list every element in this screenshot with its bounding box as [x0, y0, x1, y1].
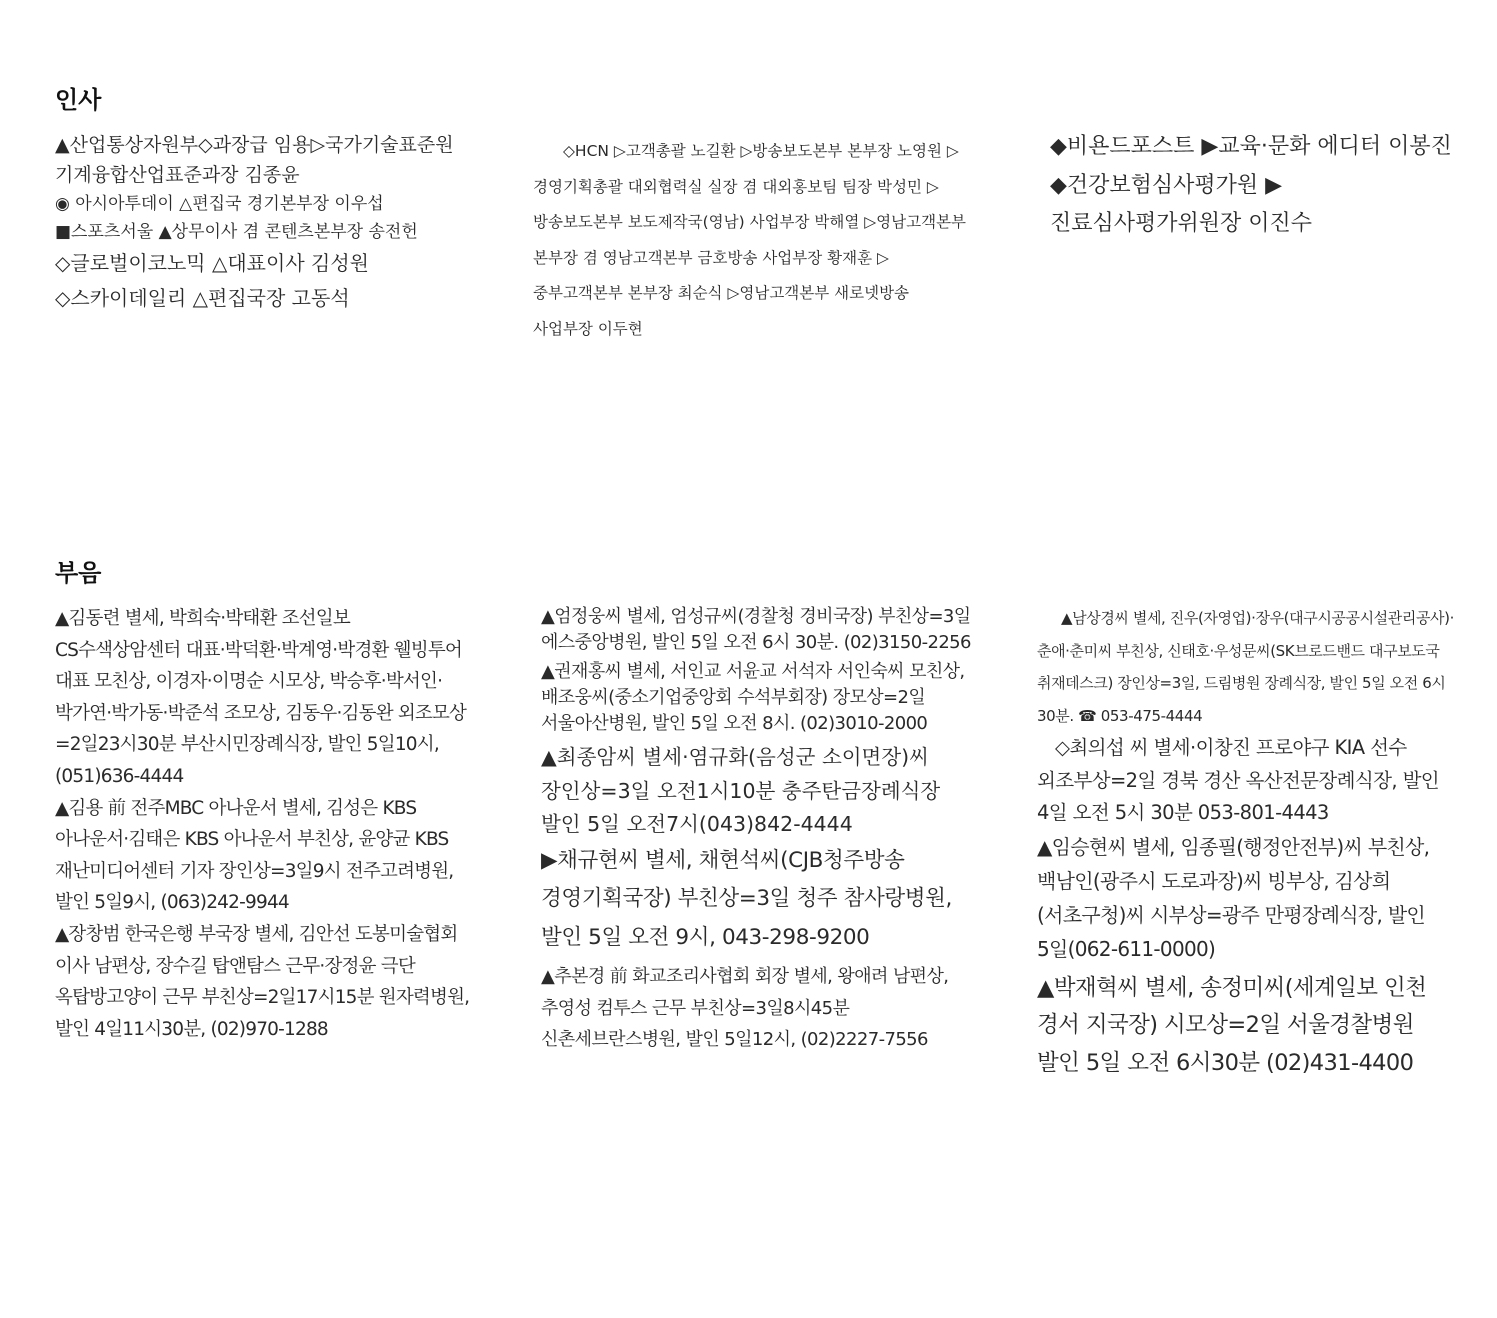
insa-entry: ◇글로벌이코노믹 △대표이사 김성원 — [55, 251, 369, 275]
insa-entry: ◇스카이데일리 △편집국장 고동석 — [55, 286, 350, 310]
obituary-entry: ▲최종암씨 별세·염규화(음성군 소이면장)씨 장인상=3일 오전1시10분 충주탄금장례식장 발인 5일 오전7시(043)842-4444 — [541, 745, 941, 837]
insa-column-2 — [533, 134, 973, 347]
obituary-entry: ▲김용 前 전주MBC 아나운서 별세, 김성은 KBS 아나운서·김태은 KBS 아나운서 부친상, 윤양균 KBS 재난미디어센터 기자 장인상=3일9시 전주고려병원, 발인 5일9시, (063)242-9944 — [55, 797, 454, 914]
insa-entry: ◆비욘드포스트 ▶교육·문화 에디터 이봉진 — [1050, 134, 1452, 159]
insa-entry: ◆건강보험심사평가원 ▶진료심사평가위원장 이진수 — [1050, 172, 1313, 236]
obituary-entry: ▲남상경씨 별세, 진우(자영업)·장우(대구시공공시설관리공사)·춘애·춘미씨 부친상, 신태호·우성문씨(SK브로드밴드 대구보도국 취재데스크) 장인상=3일, 드림병원 장례식장, 발인 5일 오전 6시 30분. ☎ 053-475-4444 — [1037, 609, 1454, 725]
section-title-insa: 인사 — [55, 86, 102, 114]
bueum-column-1 — [55, 603, 475, 1045]
section-title-bueum: 부음 — [55, 559, 102, 587]
obituary-entry: ▲엄정웅씨 별세, 엄성규씨(경찰청 경비국장) 부친상=3일 에스중앙병원, 발인 5일 오전 6시 30분. (02)3150-2256 — [541, 606, 971, 654]
insa-entry: ■스포츠서울 ▲상무이사 겸 콘텐츠본부장 송전헌 — [55, 222, 418, 242]
obituary-entry: ▲임승현씨 별세, 임종필(행정안전부)씨 부친상, 백남인(광주시 도로과장)씨 빙부상, 김상희(서초구청)씨 시부상=광주 만평장례식장, 발인 5일(062-611-0000) — [1037, 834, 1430, 961]
obituary-entry: ▲장창범 한국은행 부국장 별세, 김안선 도봉미술협회 이사 남편상, 장수길 탑앤탐스 근무·장정윤 극단 옥탑방고양이 근무 부친상=2일17시15분 원자력병원, 발인 4일11시30분, (02)970-1288 — [55, 923, 470, 1040]
insa-entry: ◇HCN ▷고객총괄 노길환 ▷방송보도본부 본부장 노영원 ▷경영기획총괄 대외협력실 실장 겸 대외홍보팀 팀장 박성민 ▷방송보도본부 보도제작국(영남) 사업부장 박해열 ▷영남고객본부 본부장 겸 영남고객본부 금호방송 사업부장 황재훈 ▷중부고객본부 본부장 최순식 ▷영남고객본부 새로넷방송 사업부장 이두현 — [533, 142, 967, 338]
obituary-entry: ◇최의섭 씨 별세·이창진 프로야구 KIA 선수 외조부상=2일 경북 경산 옥산전문장례식장, 발인 4일 오전 5시 30분 053-801-4443 — [1037, 736, 1440, 824]
insa-column-1 — [55, 130, 465, 316]
bueum-column-2 — [541, 604, 971, 1056]
obituary-entry: ▲김동련 별세, 박희숙·박태환 조선일보 CS수색상암센터 대표·박덕환·박계영·박경환 웰빙투어 대표 모친상, 이경자·이명순 시모상, 박승후·박서인·박가연·박가동·박준석 조모상, 김동우·김동완 외조모상=2일23시30분 부산시민장례식장, 발인 5일10시, (051)636-4444 — [55, 608, 467, 787]
obituary-entry: ▲추본경 前 화교조리사협회 회장 별세, 왕애려 남편상, 추영성 컴투스 근무 부친상=3일8시45분 신촌세브란스병원, 발인 5일12시, (02)2227-7556 — [541, 966, 949, 1051]
obituary-entry: ▲권재홍씨 별세, 서인교 서윤교 서석자 서인숙씨 모친상, 배조웅씨(중소기업중앙회 수석부회장) 장모상=2일 서울아산병원, 발인 5일 오전 8시. (02)3010-2000 — [541, 660, 965, 735]
obituary-entry: ▲박재혁씨 별세, 송정미씨(세계일보 인천 경서 지국장) 시모상=2일 서울경찰병원 발인 5일 오전 6시30분 (02)431-4400 — [1037, 974, 1427, 1076]
insa-entry: ▲산업통상자원부◇과장급 임용▷국가기술표준원 기계융합산업표준과장 김종윤 — [55, 134, 454, 186]
insa-entry: ◉ 아시아투데이 △편집국 경기본부장 이우섭 — [55, 194, 384, 214]
obituary-entry: ▶채규현씨 별세, 채현석씨(CJB청주방송 경영기획국장) 부친상=3일 청주 참사랑병원, 발인 5일 오전 9시, 043-298-9200 — [541, 847, 952, 950]
bueum-column-3 — [1037, 602, 1457, 1082]
insa-column-3 — [1050, 128, 1470, 244]
